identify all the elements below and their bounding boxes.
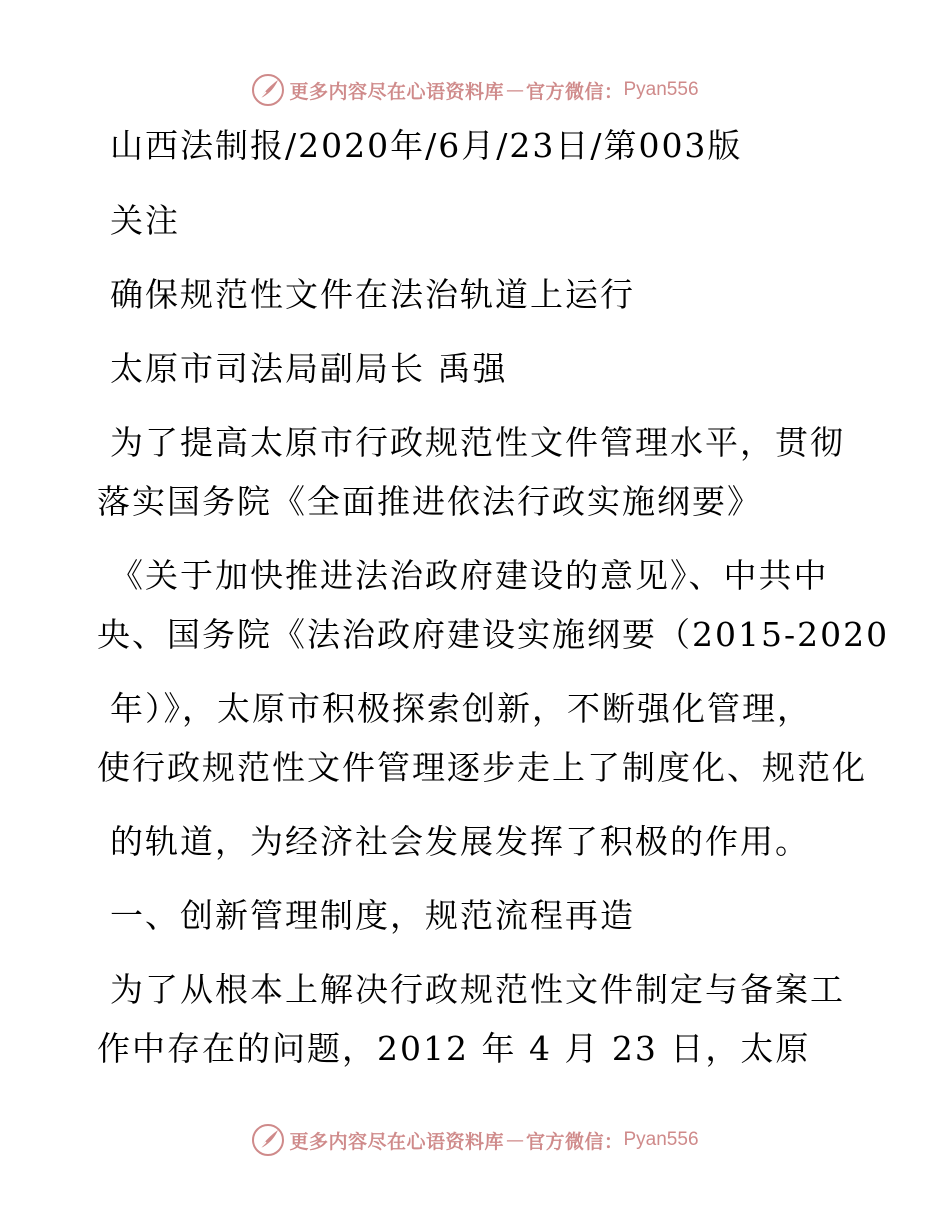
footer-watermark xyxy=(0,1118,950,1162)
document-title: 确保规范性文件在法治轨道上运行 xyxy=(110,275,635,314)
body-line: 《关于加快推进法治政府建设的意见》、中共中 xyxy=(110,556,829,595)
watermark-wechat-id: Pyan556 xyxy=(623,79,699,100)
body-line: 年）》，太原市积极探索创新，不断强化管理， xyxy=(110,689,812,728)
document-column: 关注 xyxy=(110,201,180,240)
watermark-label: 更多内容尽在心语资料库 xyxy=(289,80,504,103)
watermark-label: 更多内容尽在心语资料库 xyxy=(289,1130,504,1153)
body-line: 落实国务院《全面推进依法行政实施纲要》 xyxy=(97,482,762,521)
feather-pen-logo-icon xyxy=(251,73,285,107)
body-line: 为了从根本上解决行政规范性文件制定与备案工 xyxy=(110,970,845,1009)
watermark-wechat-id: Pyan556 xyxy=(623,1129,699,1150)
body-line: 央、国务院《法治政府建设实施纲要（2015-2020 xyxy=(97,615,890,654)
header-watermark xyxy=(0,68,950,112)
body-line: 作中存在的问题，2012 年 4 月 23 日，太原 xyxy=(97,1029,811,1068)
document-author: 太原市司法局副局长 禹强 xyxy=(110,349,508,388)
body-line: 为了提高太原市行政规范性文件管理水平，贯彻 xyxy=(110,423,845,462)
section-heading: 一、创新管理制度，规范流程再造 xyxy=(110,896,635,935)
watermark-wechat-label: 官方微信： xyxy=(525,1130,624,1153)
document-source: 山西法制报/2020年/6月/23日/第003版 xyxy=(110,126,743,165)
watermark-wechat-label: 官方微信： xyxy=(525,80,624,103)
watermark-dash: — xyxy=(505,1129,524,1151)
watermark-dash: — xyxy=(505,79,524,101)
body-line: 的轨道，为经济社会发展发挥了积极的作用。 xyxy=(110,822,810,861)
feather-pen-logo-icon xyxy=(251,1123,285,1157)
body-line: 使行政规范性文件管理逐步走上了制度化、规范化 xyxy=(97,748,867,787)
